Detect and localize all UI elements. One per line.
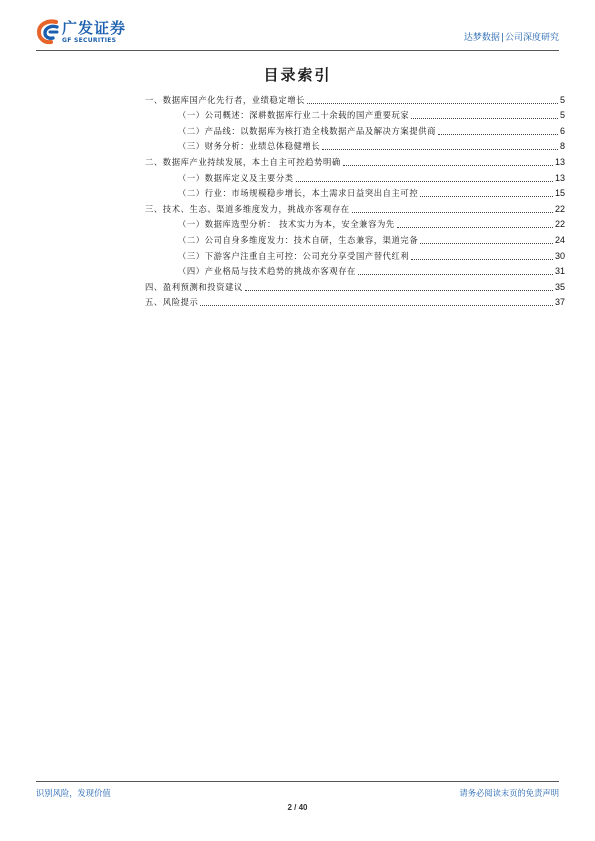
toc-entry[interactable] [145,293,565,309]
toc-entry[interactable] [145,246,565,262]
footer-slogan: 识别风险，发现价值 [36,788,111,798]
table-of-contents [145,90,565,308]
toc-entry-title: （三）财务分析：业绩总体稳健增长 [178,141,321,152]
toc-entry[interactable] [145,184,565,200]
toc-entry-page: 35 [554,281,565,292]
toc-entry-page: 6 [559,125,565,136]
toc-dot-leader [307,103,558,104]
toc-entry-title: （二）公司自身多维度发力：技术自研，生态兼容，渠道完备 [178,234,419,245]
header-divider [36,50,559,51]
toc-entry[interactable] [145,121,565,137]
toc-entry-title: 四、盈利预测和投资建议 [145,281,243,292]
toc-dot-leader [411,118,558,119]
toc-entry-title: 一、数据库国产化先行者，业绩稳定增长 [145,94,306,105]
logo-text-en: GF SECURITIES [62,37,117,44]
toc-entry-page: 22 [554,203,565,214]
footer-disclaimer-note: 请务必阅读末页的免责声明 [459,788,559,798]
toc-dot-leader [438,134,558,135]
toc-entry-page: 30 [554,250,565,261]
toc-entry[interactable] [145,106,565,122]
toc-dot-leader [245,290,553,291]
toc-entry-title: （一）公司概述：深耕数据库行业二十余载的国产重要玩家 [178,110,410,121]
toc-entry-title: 三、技术、生态、渠道多维度发力，挑战亦客观存在 [145,203,350,214]
toc-entry[interactable] [145,262,565,278]
company-logo [36,18,136,48]
gf-logo-icon [36,19,60,45]
toc-entry-title: （三）下游客户注重自主可控：公司充分享受国产替代红利 [178,250,410,261]
toc-entry-title: 五、风险提示 [145,297,199,308]
toc-entry-page: 5 [559,110,565,121]
toc-entry[interactable] [145,137,565,153]
toc-entry[interactable] [145,215,565,231]
report-label [464,30,559,43]
footer-divider [36,781,559,782]
toc-dot-leader [352,212,553,213]
toc-entry-title: （二）产品线：以数据库为核打造全栈数据产品及解决方案提供商 [178,125,437,136]
header-separator: | [500,33,504,43]
toc-entry[interactable] [145,230,565,246]
toc-dot-leader [343,165,553,166]
toc-entry-page: 5 [559,94,565,105]
toc-entry-page: 13 [554,172,565,183]
toc-dot-leader [397,227,553,228]
toc-entry[interactable] [145,277,565,293]
toc-dot-leader [411,259,553,260]
toc-entry-page: 24 [554,234,565,245]
report-type: 公司深度研究 [504,33,559,43]
page-number: 2 / 40 [287,803,308,812]
toc-entry-page: 37 [554,297,565,308]
toc-entry[interactable] [145,199,565,215]
toc-entry[interactable] [145,90,565,106]
page-header [36,18,559,48]
toc-entry-page: 31 [554,266,565,277]
toc-entry-title: （一）数据库选型分析： 技术实力为本，安全兼容为先 [178,219,395,230]
logo-text-cn: 广发证券 [62,19,127,37]
toc-entry-title: （四）产业格局与技术趋势的挑战亦客观存在 [178,266,356,277]
report-series: 达梦数据 [463,33,500,43]
toc-entry-page: 15 [554,188,565,199]
toc-dot-leader [358,274,553,275]
toc-entry-title: （一）数据库定义及主要分类 [178,172,294,183]
toc-dot-leader [420,196,553,197]
toc-entry[interactable] [145,168,565,184]
toc-entry-page: 13 [554,156,565,167]
toc-entry-page: 8 [559,141,565,152]
toc-dot-leader [322,149,558,150]
toc-dot-leader [420,243,553,244]
toc-entry-page: 22 [554,219,565,230]
toc-entry-title: 二、数据库产业持续发展，本土自主可控趋势明确 [145,156,341,167]
toc-entry-title: （二）行业：市场规模稳步增长，本土需求日益突出自主可控 [178,188,419,199]
toc-dot-leader [296,181,553,182]
toc-entry[interactable] [145,152,565,168]
toc-title: 目录索引 [263,66,332,84]
toc-dot-leader [200,305,553,306]
